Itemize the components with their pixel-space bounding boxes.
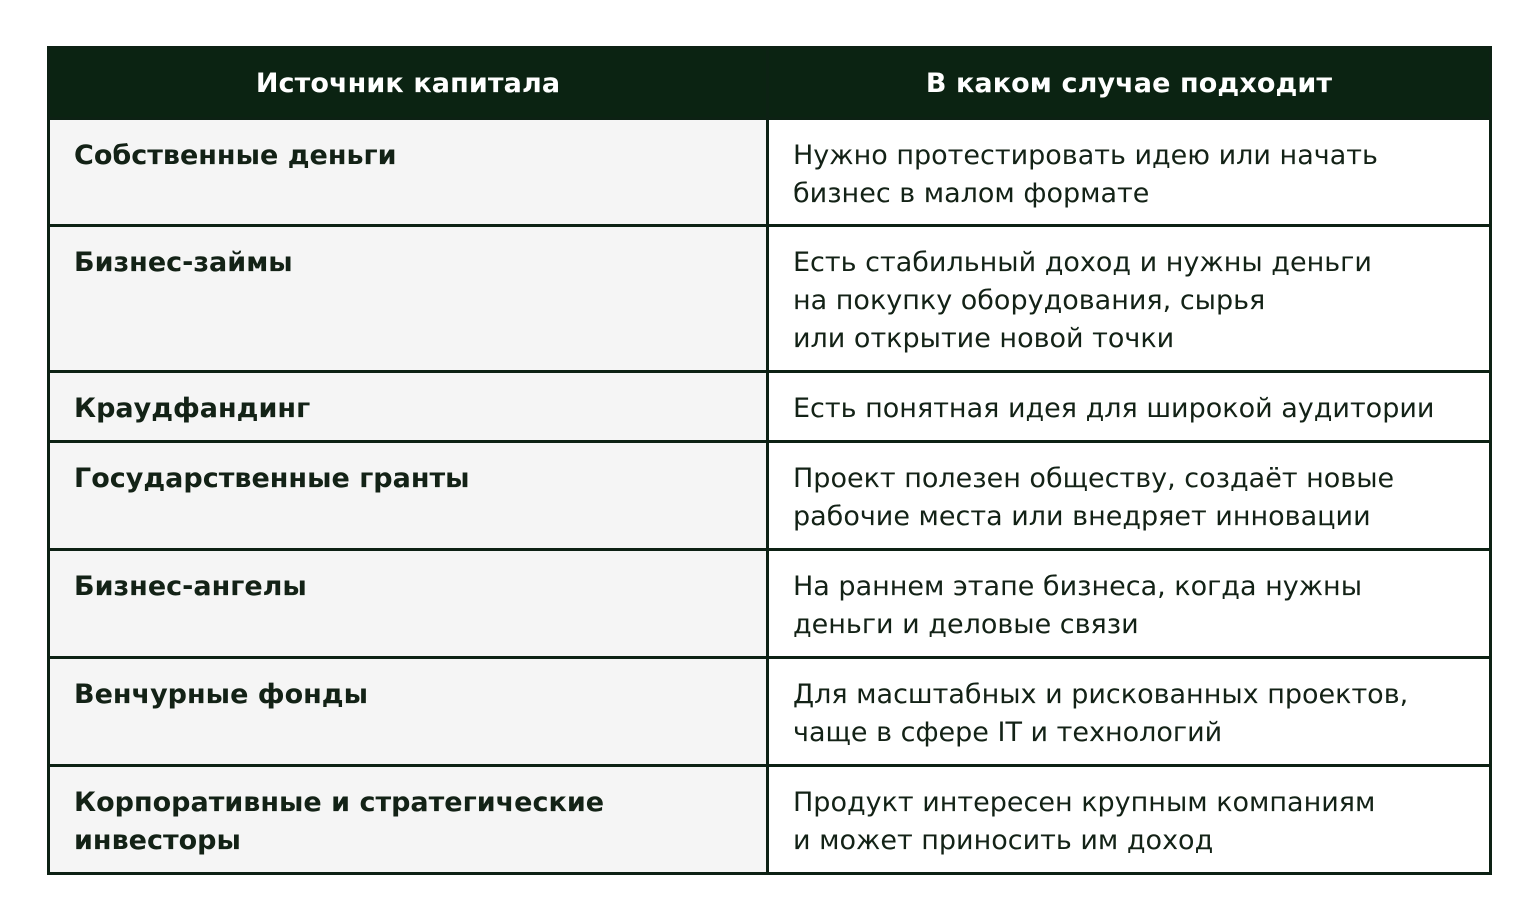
fit-text: деньги и деловые связи — [793, 609, 1139, 640]
source-text: Государственные гранты — [74, 463, 470, 494]
fit-cell — [768, 766, 1491, 874]
fit-text: Для масштабных и рискованных проектов, — [793, 679, 1409, 710]
table-row — [49, 766, 1491, 874]
source-cell — [49, 550, 768, 658]
fit-text: Есть стабильный доход и нужны деньги — [793, 247, 1372, 278]
fit-text: чаще в сфере IT и технологий — [793, 717, 1223, 748]
fit-text: Нужно протестировать идею или начать — [793, 140, 1378, 171]
source-text: Венчурные фонды — [74, 679, 369, 710]
table-row — [49, 442, 1491, 550]
capital-sources-table — [47, 46, 1492, 875]
fit-text: Есть понятная идея для широкой аудитории — [793, 393, 1435, 424]
fit-text: Продукт интересен крупным компаниям — [793, 787, 1376, 818]
fit-cell — [768, 658, 1491, 766]
source-text: Корпоративные и стратегические — [74, 787, 605, 818]
source-cell — [49, 766, 768, 874]
table-body — [49, 119, 1491, 874]
table-row — [49, 658, 1491, 766]
table-row — [49, 119, 1491, 226]
source-text: Бизнес-ангелы — [74, 571, 307, 602]
fit-text: и может приносить им доход — [793, 825, 1214, 856]
fit-cell — [768, 372, 1491, 442]
source-cell — [49, 226, 768, 372]
header-row — [49, 48, 1491, 119]
source-cell — [49, 372, 768, 442]
source-cell — [49, 658, 768, 766]
header-source: Источник капитала — [49, 48, 768, 119]
fit-text: на покупку оборудования, сырья — [793, 285, 1266, 316]
source-cell — [49, 119, 768, 226]
fit-cell — [768, 442, 1491, 550]
table-row — [49, 550, 1491, 658]
fit-text: На раннем этапе бизнеса, когда нужны — [793, 571, 1363, 602]
table-row — [49, 372, 1491, 442]
source-text: Собственные деньги — [74, 140, 397, 171]
header-fit: В каком случае подходит — [768, 48, 1491, 119]
source-text: инвесторы — [74, 825, 241, 856]
table-row — [49, 226, 1491, 372]
table-header — [49, 48, 1491, 119]
source-text: Бизнес-займы — [74, 247, 293, 278]
fit-cell — [768, 119, 1491, 226]
fit-text: рабочие места или внедряет инновации — [793, 501, 1371, 532]
fit-text: или открытие новой точки — [793, 323, 1175, 354]
source-text: Краудфандинг — [74, 393, 311, 424]
fit-text: Проект полезен обществу, создаёт новые — [793, 463, 1395, 494]
fit-text: бизнес в малом формате — [793, 178, 1150, 209]
fit-cell — [768, 226, 1491, 372]
source-cell — [49, 442, 768, 550]
fit-cell — [768, 550, 1491, 658]
